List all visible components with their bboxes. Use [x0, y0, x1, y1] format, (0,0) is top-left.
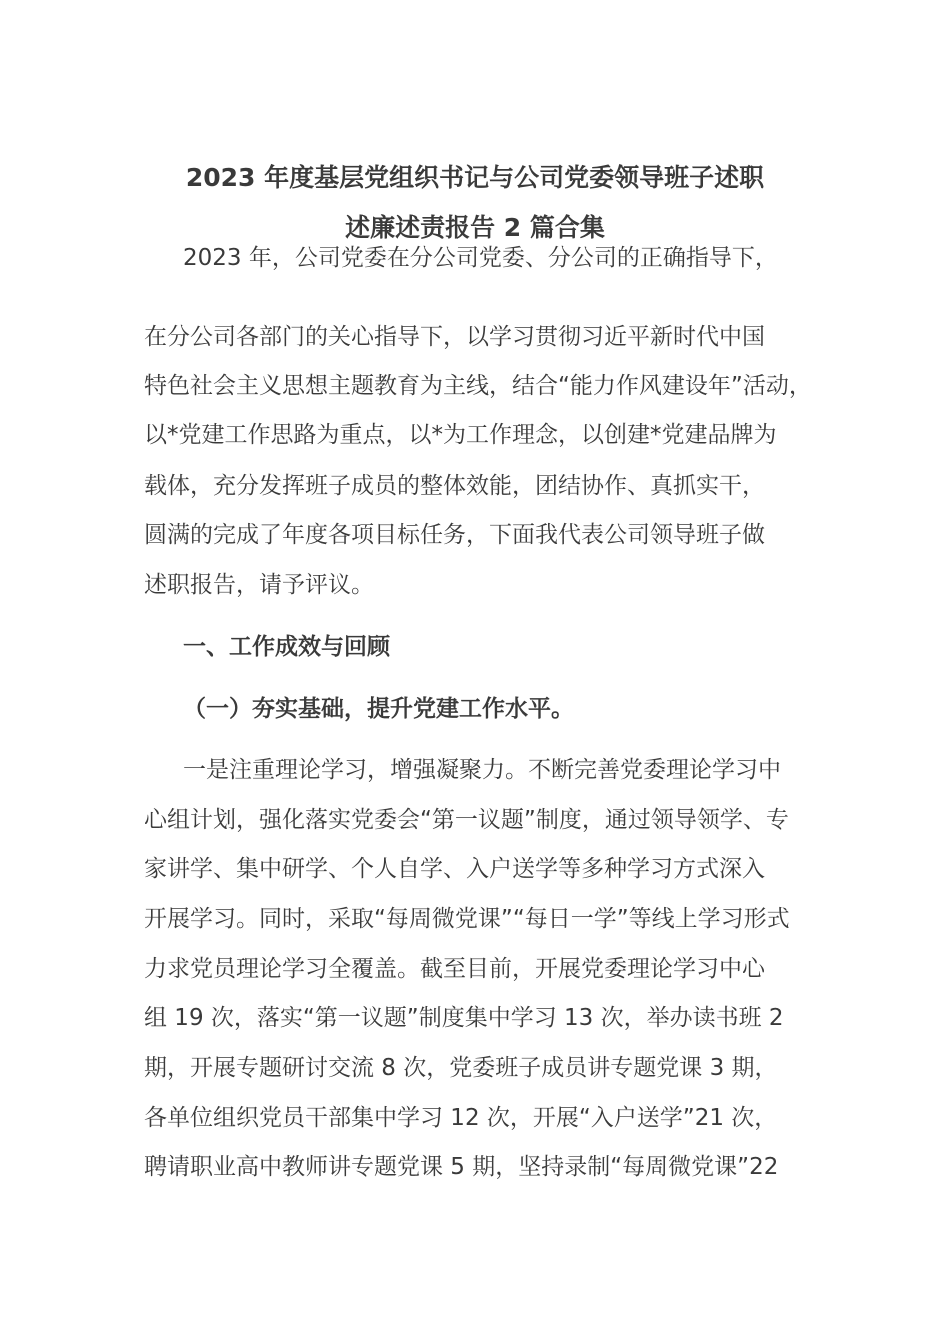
- intro-line-3: 特色社会主义思想主题教育为主线，结合“能力作风建设年”活动，: [144, 373, 812, 399]
- para-line-6: 组 19 次，落实“第一议题”制度集中学习 13 次，举办读书班 2: [144, 1005, 784, 1031]
- intro-line-1: 2023 年，公司党委在分公司党委、分公司的正确指导下，: [183, 245, 778, 271]
- subsection-heading: （一）夯实基础，提升党建工作水平。: [183, 696, 574, 722]
- section-heading: 一、工作成效与回顾: [183, 634, 390, 660]
- para-line-1: 一是注重理论学习，增强凝聚力。不断完善党委理论学习中: [183, 757, 781, 783]
- para-line-7: 期，开展专题研讨交流 8 次，党委班子成员讲专题党课 3 期，: [144, 1055, 778, 1081]
- para-line-8: 各单位组织党员干部集中学习 12 次，开展“入户送学”21 次，: [144, 1105, 778, 1131]
- intro-line-6: 圆满的完成了年度各项目标任务，下面我代表公司领导班子做: [144, 522, 765, 548]
- intro-line-2: 在分公司各部门的关心指导下，以学习贯彻习近平新时代中国: [144, 324, 765, 350]
- intro-line-5: 载体，充分发挥班子成员的整体效能，团结协作、真抓实干，: [144, 473, 765, 499]
- intro-line-7: 述职报告，请予评议。: [144, 572, 374, 598]
- para-line-9: 聘请职业高中教师讲专题党课 5 期，坚持录制“每周微党课”22: [144, 1154, 779, 1180]
- intro-line-4: 以*党建工作思路为重点，以*为工作理念，以创建*党建品牌为: [144, 422, 777, 448]
- document-title-line-1: 2023 年度基层党组织书记与公司党委领导班子述职: [185, 163, 765, 192]
- para-line-2: 心组计划，强化落实党委会“第一议题”制度，通过领导领学、专: [144, 807, 789, 833]
- para-line-3: 家讲学、集中研学、个人自学、入户送学等多种学习方式深入: [144, 856, 765, 882]
- para-line-5: 力求党员理论学习全覆盖。截至目前，开展党委理论学习中心: [144, 956, 765, 982]
- para-line-4: 开展学习。同时，采取“每周微党课”“每日一学”等线上学习形式: [144, 906, 790, 932]
- document-title-line-2: 述廉述责报告 2 篇合集: [345, 213, 605, 242]
